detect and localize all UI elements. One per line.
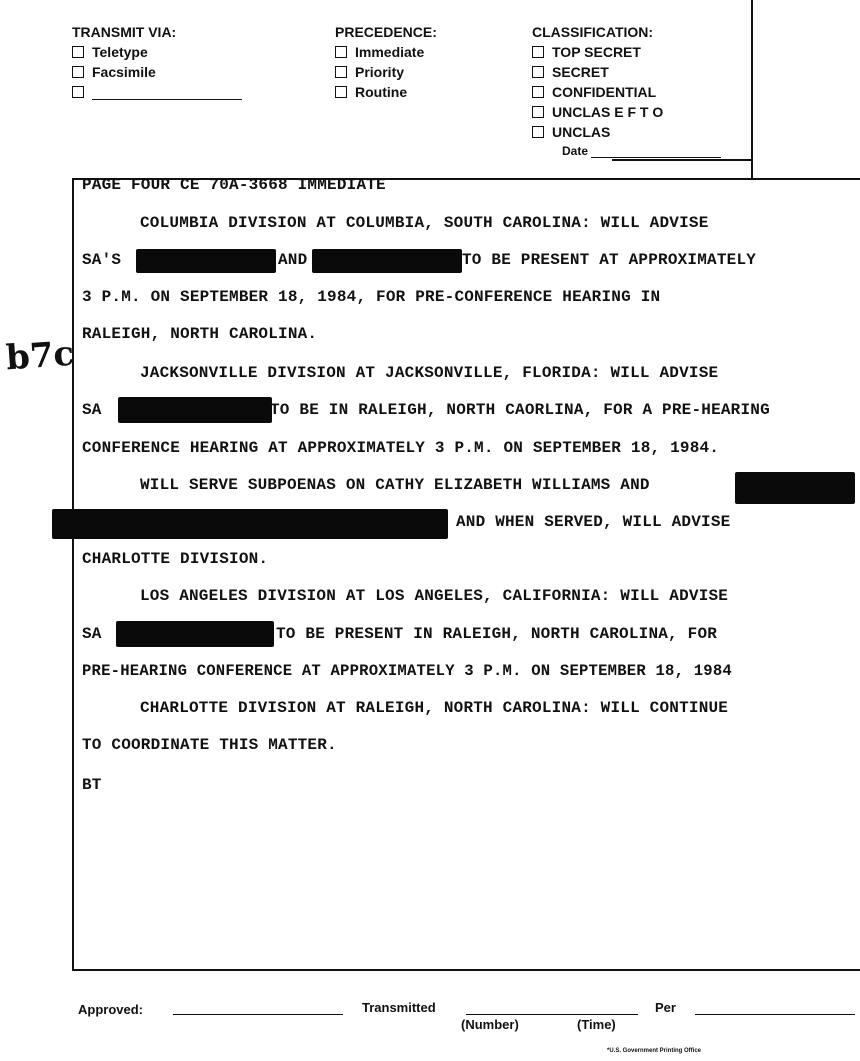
transmit-via-block bbox=[72, 24, 242, 104]
body-line: CHARLOTTE DIVISION. bbox=[82, 550, 269, 568]
redaction-box bbox=[118, 397, 272, 423]
checkbox[interactable] bbox=[335, 66, 347, 78]
body-line: TO COORDINATE THIS MATTER. bbox=[82, 736, 337, 754]
checkbox[interactable] bbox=[532, 66, 544, 78]
printing-office-imprint: *U.S. Government Printing Office bbox=[607, 1048, 702, 1054]
body-line: TO BE IN RALEIGH, NORTH CAORLINA, FOR A PRE-HEARING bbox=[270, 401, 770, 419]
redaction-box bbox=[312, 249, 462, 273]
approved-line[interactable] bbox=[173, 1000, 343, 1015]
checkbox[interactable] bbox=[72, 86, 84, 98]
precedence-title: PRECEDENCE: bbox=[335, 24, 437, 40]
approved-label: Approved: bbox=[78, 1002, 143, 1017]
redaction-box bbox=[52, 509, 448, 539]
per-label: Per bbox=[655, 1000, 676, 1015]
body-line: LOS ANGELES DIVISION AT LOS ANGELES, CALIFORNIA: WILL ADVISE bbox=[140, 587, 729, 605]
body-line: COLUMBIA DIVISION AT COLUMBIA, SOUTH CAROLINA: WILL ADVISE bbox=[140, 214, 709, 232]
time-label: (Time) bbox=[577, 1017, 616, 1032]
number-label: (Number) bbox=[461, 1017, 519, 1032]
body-line: WILL SERVE SUBPOENAS ON CATHY ELIZABETH WILLIAMS AND bbox=[140, 476, 650, 494]
body-line: TO BE PRESENT IN RALEIGH, NORTH CAROLINA, FOR bbox=[276, 625, 718, 643]
body-line: PRE-HEARING CONFERENCE AT APPROXIMATELY 3 P.M. ON SEPTEMBER 18, 1984 bbox=[82, 662, 732, 680]
body-line: BT bbox=[82, 776, 102, 794]
checkbox[interactable] bbox=[335, 46, 347, 58]
checkbox[interactable] bbox=[335, 86, 347, 98]
header-box-bottom-border bbox=[612, 159, 753, 161]
transmitted-line[interactable] bbox=[466, 1000, 638, 1015]
redaction-box bbox=[116, 621, 274, 647]
body-line: CONFERENCE HEARING AT APPROXIMATELY 3 P.M. ON SEPTEMBER 18, 1984. bbox=[82, 439, 720, 457]
option-immediate[interactable]: Immediate bbox=[335, 44, 437, 64]
body-line: RALEIGH, NORTH CAROLINA. bbox=[82, 325, 318, 343]
redaction-box bbox=[735, 472, 855, 504]
margin-note-b7c: b7c bbox=[4, 333, 76, 379]
body-line: SA bbox=[82, 401, 102, 419]
body-line: SA'S bbox=[82, 251, 122, 269]
transmit-via-title: TRANSMIT VIA: bbox=[72, 24, 177, 40]
per-line[interactable] bbox=[695, 1000, 855, 1015]
option-priority[interactable]: Priority bbox=[335, 64, 437, 84]
checkbox[interactable] bbox=[532, 46, 544, 58]
option-unclas-efto[interactable]: UNCLAS E F T O bbox=[532, 104, 721, 124]
body-line: CHARLOTTE DIVISION AT RALEIGH, NORTH CAROLINA: WILL CONTINUE bbox=[140, 699, 729, 717]
classification-title: CLASSIFICATION: bbox=[532, 24, 654, 40]
checkbox[interactable] bbox=[532, 86, 544, 98]
body-line: SA bbox=[82, 625, 102, 643]
checkbox[interactable] bbox=[532, 106, 544, 118]
date-line bbox=[591, 147, 721, 158]
header-box-right-border bbox=[751, 0, 753, 180]
date-field[interactable]: Date bbox=[532, 144, 721, 164]
option-confidential[interactable]: CONFIDENTIAL bbox=[532, 84, 721, 104]
other-blank-line bbox=[92, 87, 242, 100]
checkbox[interactable] bbox=[72, 66, 84, 78]
page-header-line: PAGE FOUR CE 70A-3668 IMMEDIATE bbox=[82, 176, 386, 194]
option-top-secret[interactable]: TOP SECRET bbox=[532, 44, 721, 64]
body-line: JACKSONVILLE DIVISION AT JACKSONVILLE, FLORIDA: WILL ADVISE bbox=[140, 364, 719, 382]
option-facsimile[interactable]: Facsimile bbox=[72, 64, 242, 84]
option-other[interactable] bbox=[72, 84, 242, 104]
body-line: AND WHEN SERVED, WILL ADVISE bbox=[456, 513, 731, 531]
body-line: TO BE PRESENT AT APPROXIMATELY bbox=[462, 251, 757, 269]
checkbox[interactable] bbox=[532, 126, 544, 138]
transmitted-label: Transmitted bbox=[362, 1000, 436, 1015]
classification-block bbox=[532, 24, 721, 164]
option-teletype[interactable]: Teletype bbox=[72, 44, 242, 64]
precedence-block bbox=[335, 24, 437, 104]
redaction-box bbox=[136, 249, 276, 273]
body-line: AND bbox=[278, 251, 308, 269]
option-routine[interactable]: Routine bbox=[335, 84, 437, 104]
body-line: 3 P.M. ON SEPTEMBER 18, 1984, FOR PRE-CONFERENCE HEARING IN bbox=[82, 288, 661, 306]
option-secret[interactable]: SECRET bbox=[532, 64, 721, 84]
checkbox[interactable] bbox=[72, 46, 84, 58]
option-unclas[interactable]: UNCLAS bbox=[532, 124, 721, 144]
